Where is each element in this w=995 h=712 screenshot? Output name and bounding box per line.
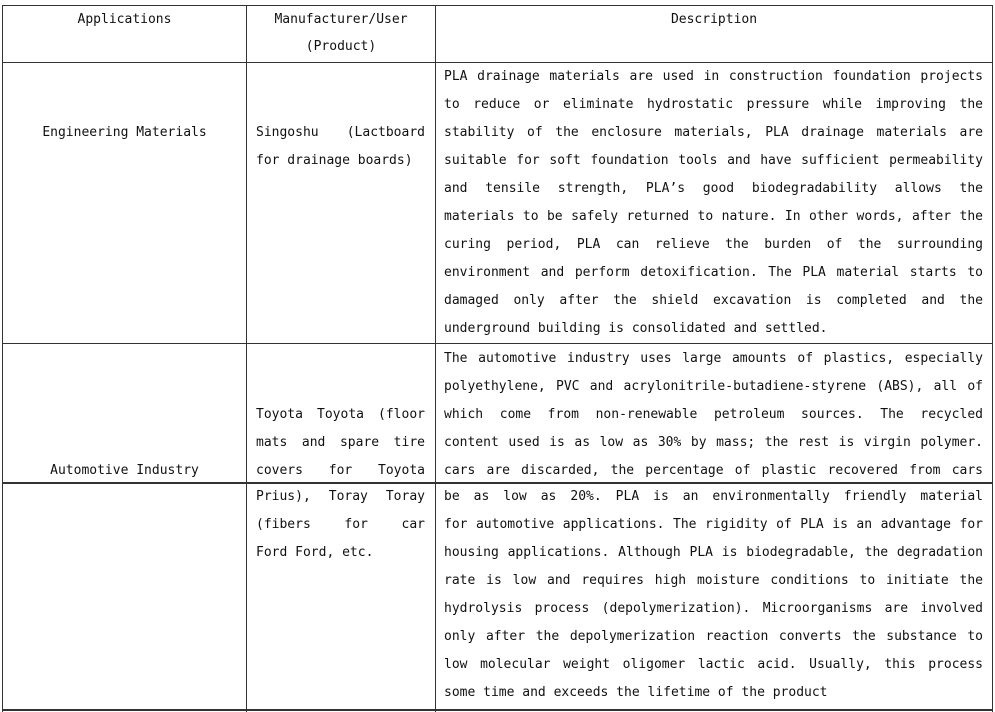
description-line: suitable for soft foundation tools and have sufficient permeability	[444, 153, 983, 168]
description-line: damaged only after the shield excavation is completed and the	[444, 293, 983, 308]
description-line: underground building is consolidated and settled.	[444, 321, 828, 336]
description-line: only after the depolymerization reaction converts the substance to	[444, 629, 983, 644]
description-line: rate is low and requires high moisture conditions to initiate the	[444, 573, 983, 588]
header-manufacturer: Manufacturer/User	[274, 12, 408, 27]
description-line: stability of the enclosure materials, PLA drainage materials are	[444, 125, 983, 140]
table-border-bottom	[2, 709, 993, 711]
table-border-left	[2, 5, 3, 712]
row-automotive-application: Automotive Industry	[50, 463, 199, 478]
description-line: cars are discarded, the percentage of plastic recovered from cars	[444, 463, 983, 478]
description-line: environment and perform detoxification. The PLA material starts to	[444, 265, 983, 280]
description-line: hydrolysis process (depolymerization). Microorganisms are involved	[444, 601, 983, 616]
manufacturer-line: mats and spare tire	[256, 435, 425, 450]
description-line: and tensile strength, PLA’s good biodegradability allows the	[444, 181, 983, 196]
description-line: which come from non-renewable petroleum sources. The recycled	[444, 407, 983, 422]
column-divider-2	[435, 5, 436, 712]
row-engineering-application: Engineering Materials	[42, 125, 207, 140]
description-line: low molecular weight oligomer lactic acid. Usually, this process	[444, 657, 983, 672]
manufacturer-line: Prius), Toray Toray	[256, 489, 425, 504]
description-line: be as low as 20%. PLA is an environmentally friendly material	[444, 489, 983, 504]
row-engineering-manufacturer	[256, 119, 425, 175]
row-automotive-description	[444, 345, 983, 707]
manufacturer-line: Toyota Toyota (floor	[256, 407, 425, 422]
manufacturer-line: for drainage boards)	[256, 153, 413, 168]
description-line: some time and exceeds the lifetime of the product	[444, 685, 828, 700]
description-line: PLA drainage materials are used in construction foundation projects	[444, 69, 983, 84]
description-line: curing period, PLA can relieve the burden of the surrounding	[444, 237, 983, 252]
description-line: housing applications. Although PLA is biodegradable, the degradation	[444, 545, 983, 560]
description-line: materials to be safely returned to nature. In other words, after the	[444, 209, 983, 224]
row-automotive-manufacturer	[256, 401, 425, 567]
manufacturer-line: Ford Ford, etc.	[256, 545, 374, 560]
manufacturer-line: (fibers for car	[256, 517, 425, 532]
header-manufacturer-product: (Product)	[305, 39, 377, 54]
table-border-right	[992, 5, 993, 712]
row-divider-1	[2, 343, 993, 344]
manufacturer-line: Singoshu (Lactboard	[256, 125, 425, 140]
manufacturer-line: covers for Toyota	[256, 463, 425, 478]
description-line: to reduce or eliminate hydrostatic pressure while improving the	[444, 97, 983, 112]
description-line: polyethylene, PVC and acrylonitrile-butadiene-styrene (ABS), all of	[444, 379, 983, 394]
description-line: The automotive industry uses large amounts of plastics, especially	[444, 351, 983, 366]
description-line: for automotive applications. The rigidity of PLA is an advantage for	[444, 517, 983, 532]
row-engineering-description	[444, 63, 983, 343]
header-applications: Applications	[77, 12, 172, 27]
description-line: content used is as low as 30% by mass; the rest is virgin polymer.	[444, 435, 983, 450]
column-divider-1	[246, 5, 247, 712]
header-description: Description	[670, 12, 758, 27]
